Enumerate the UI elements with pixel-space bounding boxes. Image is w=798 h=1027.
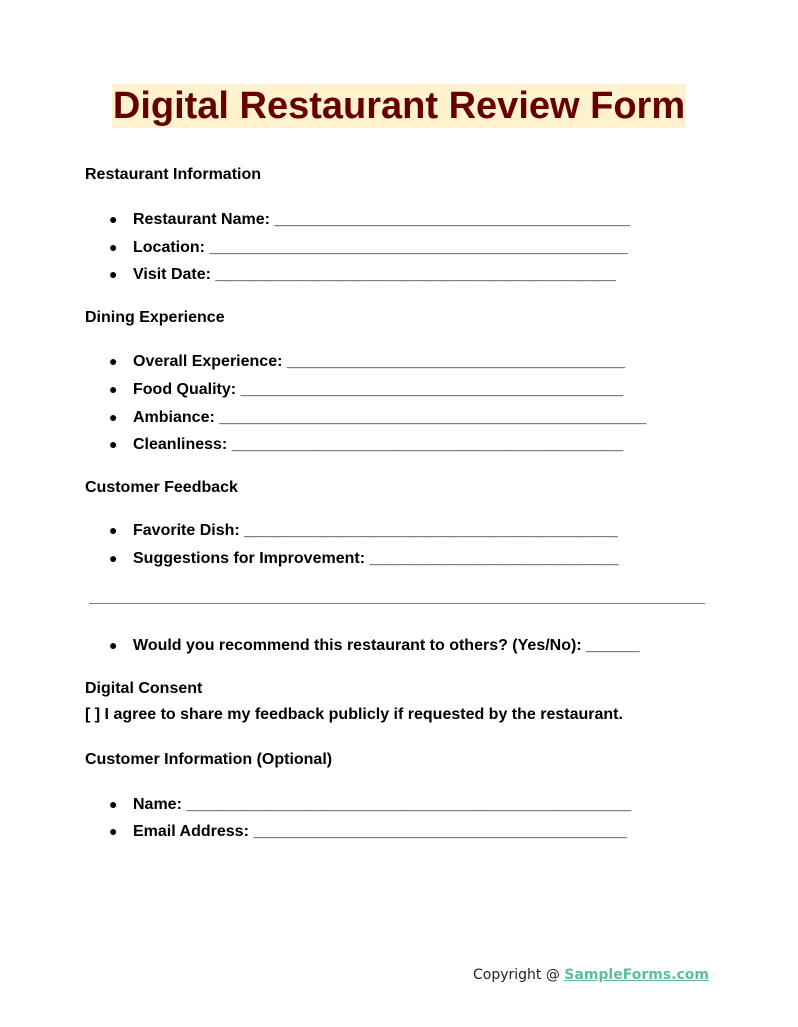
field-suggestions[interactable] bbox=[109, 549, 619, 568]
field-label: Visit Date: bbox=[133, 266, 211, 283]
field-recommend[interactable] bbox=[109, 636, 640, 655]
field-email-address[interactable] bbox=[109, 822, 627, 841]
bullet-icon: ● bbox=[109, 436, 118, 452]
field-label: Email Address: bbox=[133, 823, 249, 840]
bullet-icon: ● bbox=[109, 239, 118, 255]
field-blank-line[interactable]: ______ bbox=[586, 637, 640, 654]
field-label: Food Quality: bbox=[133, 381, 237, 398]
field-location[interactable] bbox=[109, 238, 628, 257]
field-label: Favorite Dish: bbox=[133, 522, 240, 539]
field-label: Overall Experience: bbox=[133, 353, 283, 370]
footer-prefix: Copyright @ bbox=[472, 967, 565, 983]
bullet-icon: ● bbox=[109, 522, 118, 538]
suggestions-continuation-line[interactable] bbox=[89, 603, 705, 604]
field-label: Location: bbox=[133, 239, 205, 256]
field-label: Suggestions for Improvement: bbox=[133, 550, 366, 567]
bullet-icon: ● bbox=[109, 550, 118, 566]
bullet-icon: ● bbox=[109, 637, 118, 653]
heading-customer-feedback: Customer Feedback bbox=[85, 479, 238, 493]
page-title: Digital Restaurant Review Form bbox=[112, 85, 686, 127]
field-blank-line[interactable]: _____________________________________________ bbox=[215, 266, 616, 283]
field-blank-line[interactable]: ___________________________________________ bbox=[240, 381, 624, 398]
field-label: Cleanliness: bbox=[133, 436, 228, 453]
field-favorite-dish[interactable] bbox=[109, 521, 618, 540]
field-blank-line[interactable]: ______________________________________ bbox=[286, 353, 626, 370]
field-label: Restaurant Name: bbox=[133, 211, 270, 228]
field-overall-experience[interactable] bbox=[109, 352, 625, 371]
title-wrap bbox=[0, 84, 798, 128]
bullet-icon: ● bbox=[109, 796, 118, 812]
bullet-icon: ● bbox=[109, 266, 118, 282]
bullet-icon: ● bbox=[109, 823, 118, 839]
heading-customer-information: Customer Information (Optional) bbox=[85, 751, 333, 768]
footer-copyright bbox=[473, 966, 709, 984]
field-blank-line[interactable]: ____________________________ bbox=[369, 550, 619, 567]
footer-link[interactable]: SampleForms.com bbox=[564, 967, 709, 983]
consent-checkbox-line[interactable]: [ ] I agree to share my feedback publicly if requested by the restaurant. bbox=[85, 706, 623, 723]
field-restaurant-name[interactable] bbox=[109, 210, 630, 229]
field-cleanliness[interactable] bbox=[109, 435, 623, 454]
bullet-icon: ● bbox=[109, 381, 118, 397]
field-ambiance[interactable] bbox=[109, 408, 646, 427]
bullet-icon: ● bbox=[109, 211, 118, 227]
field-label: Would you recommend this restaurant to others? (Yes/No): bbox=[133, 637, 582, 654]
field-blank-line[interactable]: ________________________________________ bbox=[274, 211, 631, 228]
field-blank-line[interactable]: _______________________________________________ bbox=[209, 239, 628, 256]
field-blank-line[interactable]: __________________________________________________ bbox=[186, 796, 632, 813]
field-name[interactable] bbox=[109, 795, 631, 814]
field-blank-line[interactable]: __________________________________________ bbox=[253, 823, 628, 840]
field-label: Name: bbox=[133, 796, 182, 813]
field-food-quality[interactable] bbox=[109, 380, 623, 399]
heading-digital-consent: Digital Consent bbox=[85, 680, 203, 697]
field-label: Ambiance: bbox=[133, 409, 215, 426]
heading-restaurant-information: Restaurant Information bbox=[85, 166, 262, 183]
bullet-icon: ● bbox=[109, 409, 118, 425]
field-blank-line[interactable]: ____________________________________________ bbox=[231, 436, 624, 453]
field-visit-date[interactable] bbox=[109, 265, 616, 284]
field-blank-line[interactable]: __________________________________________ bbox=[244, 522, 618, 539]
heading-dining-experience: Dining Experience bbox=[85, 309, 225, 326]
bullet-icon: ● bbox=[109, 353, 118, 369]
field-blank-line[interactable]: ________________________________________________ bbox=[219, 409, 647, 426]
